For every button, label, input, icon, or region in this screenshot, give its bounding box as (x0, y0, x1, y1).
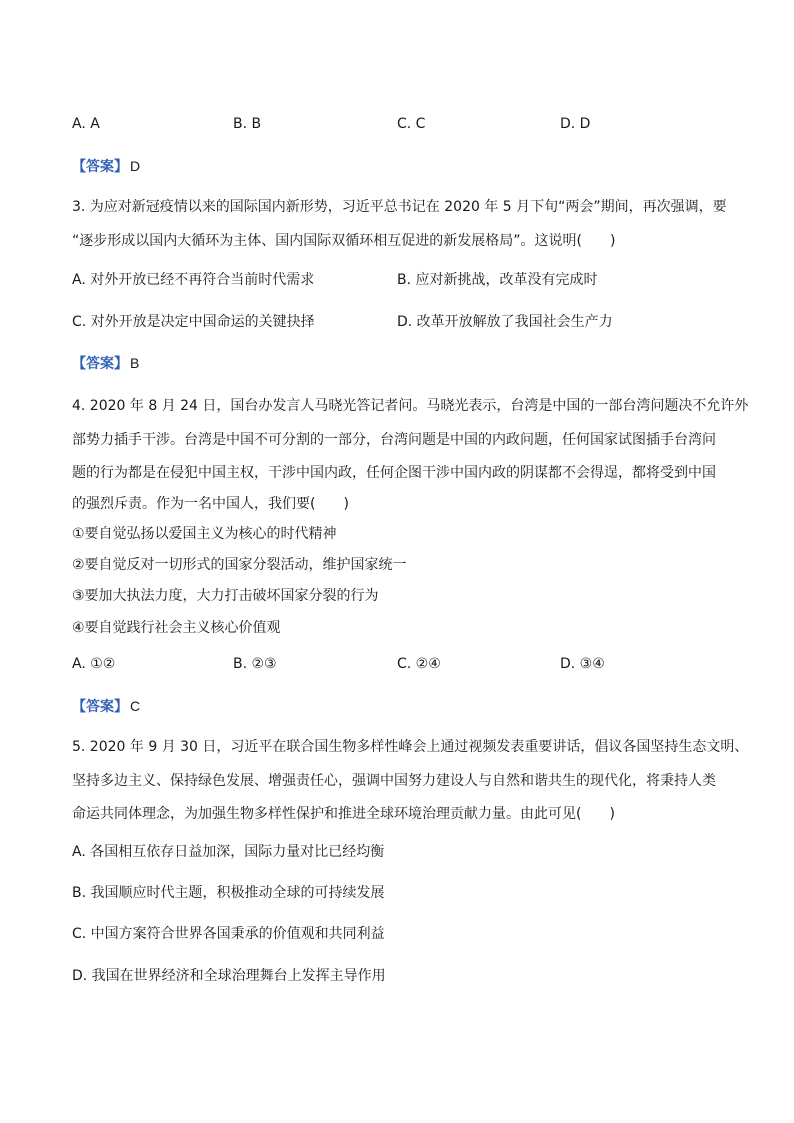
q3-answer (72, 352, 139, 375)
q4-statement-1: ①要自觉弘扬以爱国主义为核心的时代精神 (72, 526, 337, 542)
q5-option-b: B. 我国顺应时代主题，积极推动全球的可持续发展 (72, 885, 385, 901)
q3-answer-label: 【答案】 (72, 356, 128, 372)
q2-option-c: C. C (397, 116, 426, 132)
q3-stem-line-2: “逐步形成以国内大循环为主体、国内国际双循环相互促进的新发展格局”。这说明( ) (72, 233, 616, 249)
q4-answer-label: 【答案】 (72, 699, 128, 715)
q3-answer-value: B (130, 355, 140, 371)
q2-option-d: D. D (560, 116, 591, 132)
q5-option-a: A. 各国相互依存日益加深，国际力量对比已经均衡 (72, 844, 385, 860)
q4-statement-2: ②要自觉反对一切形式的国家分裂活动，维护国家统一 (72, 557, 407, 573)
q3-option-a: A. 对外开放已经不再符合当前时代需求 (72, 272, 315, 288)
q4-statement-3: ③要加大执法力度，大力打击破坏国家分裂的行为 (72, 588, 379, 604)
q4-option-b: B. ②③ (233, 656, 277, 672)
q5-option-c: C. 中国方案符合世界各国秉承的价值观和共同利益 (72, 926, 385, 942)
q2-answer (72, 155, 140, 178)
q4-statement-4: ④要自觉践行社会主义核心价值观 (72, 620, 281, 636)
q3-option-b: B. 应对新挑战，改革没有完成时 (397, 272, 598, 288)
q4-answer (72, 695, 140, 718)
q4-stem-line-2: 部势力插手干涉。台湾是中国不可分割的一部分，台湾问题是中国的内政问题，任何国家试图插手台湾问 (72, 432, 716, 448)
q5-stem-line-3: 命运共同体理念，为加强生物多样性保护和推进全球环境治理贡献力量。由此可见( ) (72, 806, 615, 822)
q5-option-d: D. 我国在世界经济和全球治理舞台上发挥主导作用 (72, 968, 386, 984)
q5-stem-line-1: 5. 2020 年 9 月 30 日，习近平在联合国生物多样性峰会上通过视频发表重要讲话，倡议各国坚持生态文明、 (72, 739, 749, 755)
q4-options-row (72, 653, 732, 675)
q3-option-d: D. 改革开放解放了我国社会生产力 (397, 314, 613, 330)
q3-option-c: C. 对外开放是决定中国命运的关键抉择 (72, 314, 315, 330)
q3-stem-line-1: 3. 为应对新冠疫情以来的国际国内新形势，习近平总书记在 2020 年 5 月下旬“两会”期间，再次强调，要 (72, 199, 727, 215)
q2-answer-value: D (130, 158, 141, 174)
q2-option-b: B. B (233, 116, 262, 132)
q2-option-a: A. A (72, 116, 100, 132)
q2-answer-label: 【答案】 (72, 159, 128, 175)
q4-answer-value: C (130, 698, 141, 714)
q4-stem-line-4: 的强烈斥责。作为一名中国人，我们要( ) (72, 496, 349, 512)
q4-option-a: A. ①② (72, 656, 116, 672)
q4-option-c: C. ②④ (397, 656, 441, 672)
q4-stem-line-3: 题的行为都是在侵犯中国主权，干涉中国内政，任何企图干涉中国内政的阴谋都不会得逞，都将受到中国 (72, 465, 716, 481)
q5-stem-line-2: 坚持多边主义、保持绿色发展、增强责任心，强调中国努力建设人与自然和谐共生的现代化，将秉持人类 (72, 773, 716, 789)
q4-stem-line-1: 4. 2020 年 8 月 24 日，国台办发言人马晓光答记者问。马晓光表示，台湾是中国的一部台湾问题决不允许外 (72, 398, 749, 414)
q2-options-row (72, 113, 732, 135)
q4-option-d: D. ③④ (560, 656, 605, 672)
